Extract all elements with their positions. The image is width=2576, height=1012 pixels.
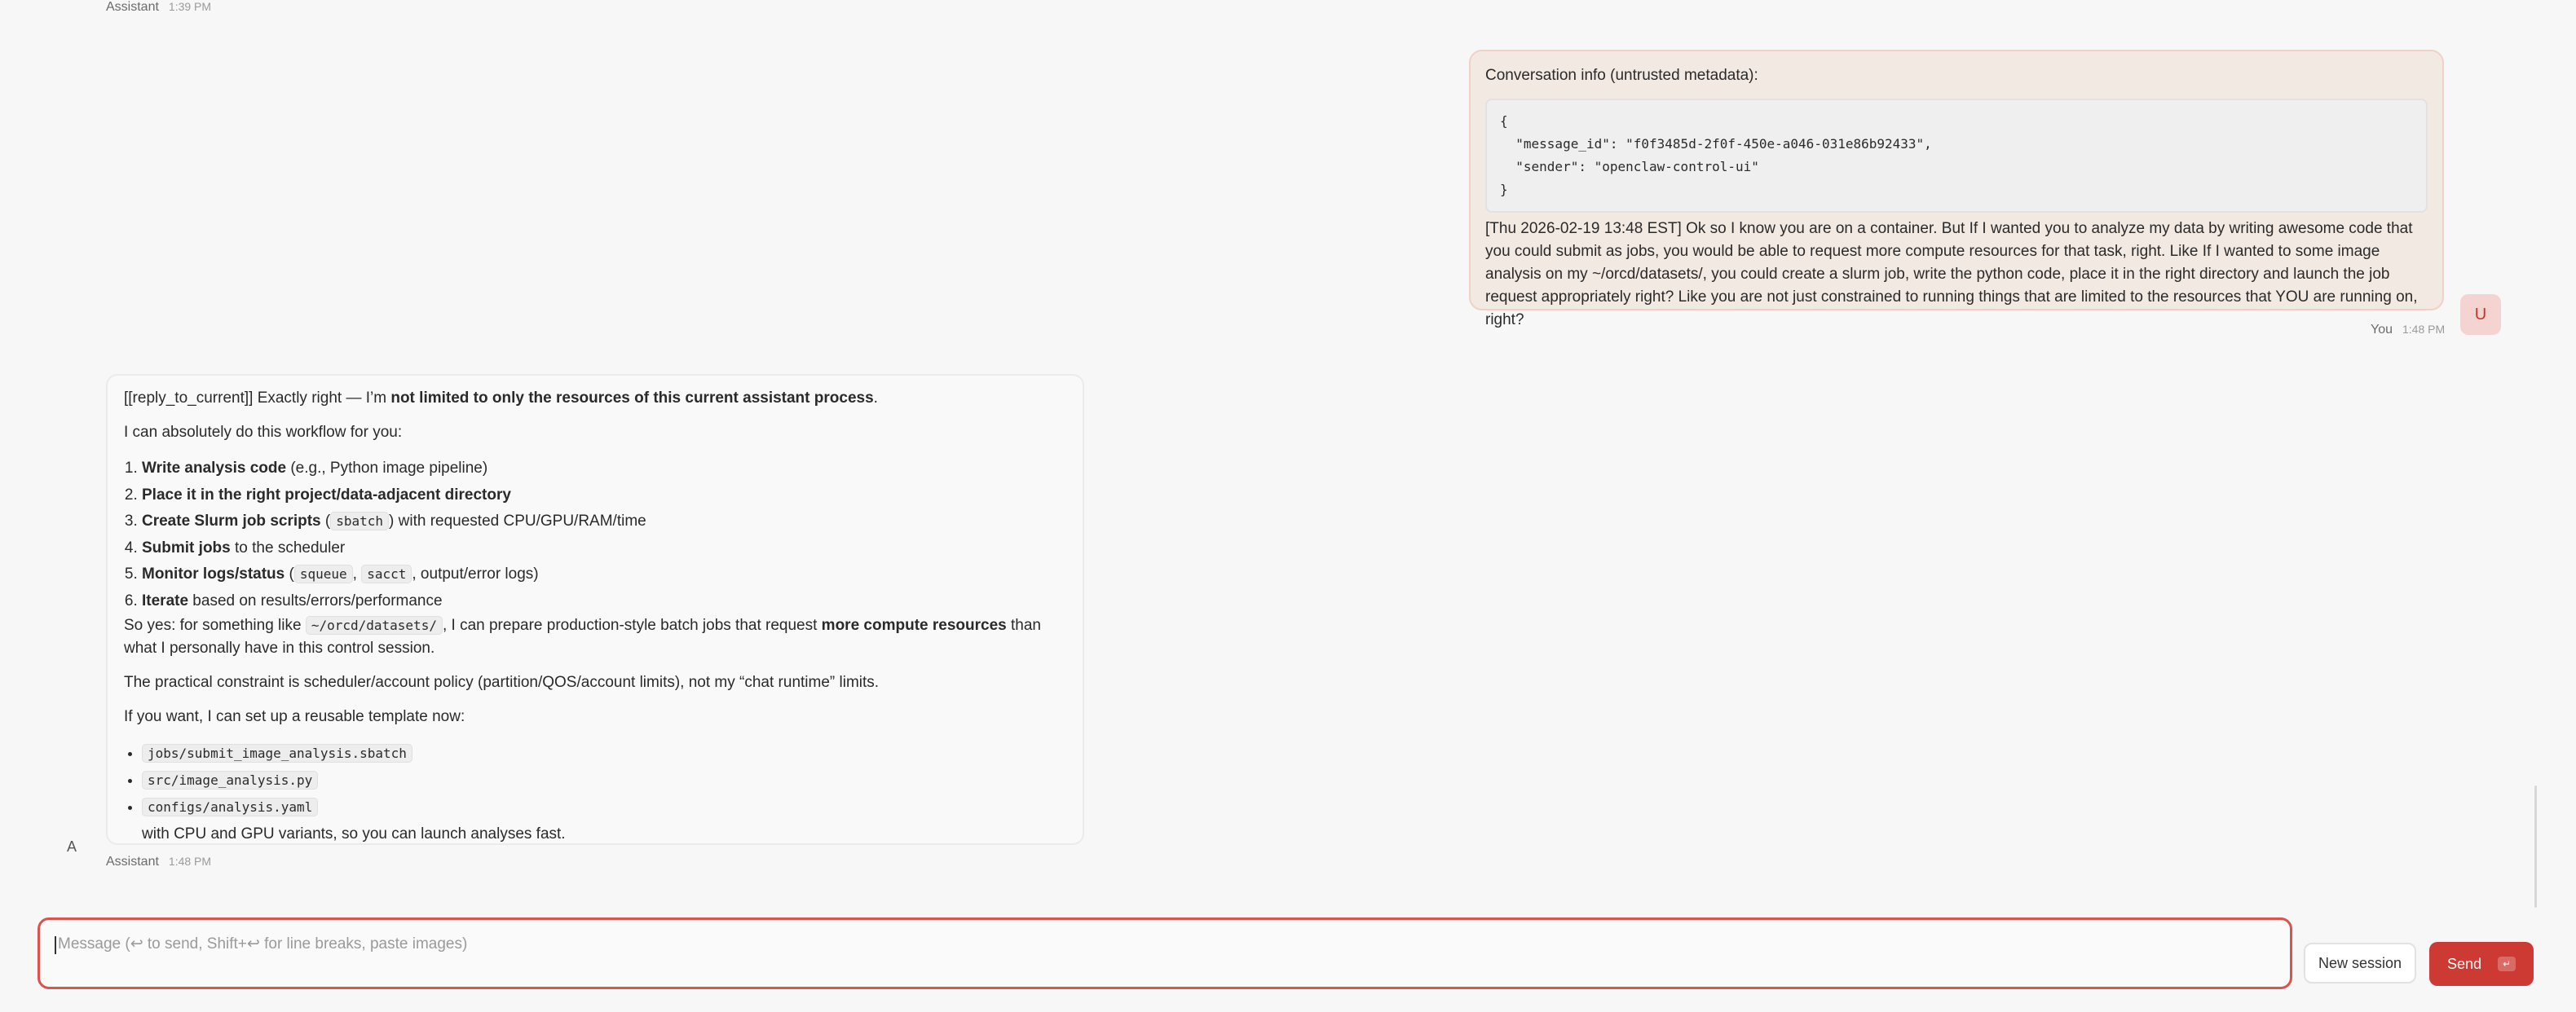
assistant-message-bubble: [106, 374, 1084, 845]
sender-name: Assistant: [106, 0, 159, 14]
assistant-message-sender: [106, 855, 211, 869]
constraint-paragraph: The practical constraint is scheduler/account policy (partition/QOS/account limits), not my “chat runtime” limits.: [124, 674, 880, 691]
metadata-code-block: { "message_id": "f0f3485d-2f0f-450e-a046-031e86b92433", "sender": "openclaw-control-ui" }: [1485, 99, 2428, 213]
list-item: 5. Monitor logs/status ( squeue , sacct , output/error logs): [142, 561, 1066, 588]
user-message-sender: [2371, 323, 2445, 337]
list-item: 3. Create Slurm job scripts ( sbatch ) with requested CPU/GPU/RAM/time: [142, 508, 1066, 535]
list-item: 6. Iterate based on results/errors/performance: [142, 588, 1066, 615]
user-message-bubble: [1469, 50, 2444, 328]
message-input-placeholder: Message (↩ to send, Shift+↩ for line breaks, paste images): [58, 935, 468, 953]
list-item: 2. Place it in the right project/data-adjacent directory: [142, 482, 1066, 509]
message-time: 1:39 PM: [168, 0, 212, 13]
list-item: 1. Write analysis code (e.g., Python image pipeline): [142, 455, 1066, 482]
inline-code: configs/analysis.yaml: [142, 798, 318, 816]
sender-name: Assistant: [106, 855, 159, 869]
template-intro: If you want, I can set up a reusable template now:: [124, 708, 465, 725]
inline-code: sbatch: [330, 512, 389, 530]
list-item: [142, 767, 1066, 794]
list-item: [142, 740, 1066, 767]
inline-code: jobs/submit_image_analysis.sbatch: [142, 744, 412, 763]
assistant-avatar: A: [66, 838, 77, 855]
inline-code: sacct: [361, 565, 412, 583]
scrollbar-thumb[interactable]: [2534, 785, 2537, 908]
workflow-steps: [124, 455, 1066, 614]
message-time: 1:48 PM: [2402, 323, 2446, 336]
enter-key-icon: ↵: [2498, 957, 2516, 971]
metadata-title: Conversation info (untrusted metadata):: [1485, 67, 1758, 84]
closing-text: with CPU and GPU variants, so you can launch analyses fast.: [142, 825, 566, 843]
text-caret: [55, 936, 56, 954]
message-input[interactable]: [37, 917, 2292, 989]
list-item: 4. Submit jobs to the scheduler: [142, 535, 1066, 562]
message-time: 1:48 PM: [168, 855, 212, 868]
list-item: [142, 794, 1066, 847]
reply-intro: [[reply_to_current]] Exactly right — I’m not limited to only the resources of this current assistant process.: [124, 389, 878, 407]
template-files: [124, 740, 1066, 847]
user-avatar: U: [2460, 294, 2501, 335]
send-button-label: Send: [2446, 955, 2482, 972]
workflow-intro: I can absolutely do this workflow for you:: [124, 424, 403, 441]
user-message-text: [Thu 2026-02-19 13:48 EST] Ok so I know you are on a container. But If I wanted you to analyze my data by writing awesome code that you could submit as jobs, you would be able to request more compute resources for that task, right. Like If I wanted to some image analysis on my ~/orcd/datasets/, you could create a slurm job, write the python code, place it in the right directory and launch the job request appropriately right? Like you are not just constrained to running things that are limited to the resources that YOU are running on, right?: [1485, 220, 2418, 328]
previous-message-sender: [106, 0, 211, 15]
new-session-button[interactable]: New session: [2304, 943, 2416, 983]
inline-code: squeue: [294, 565, 353, 583]
inline-code: ~/orcd/datasets/: [306, 616, 443, 635]
sender-name: You: [2371, 323, 2393, 337]
send-button[interactable]: [2429, 942, 2534, 986]
so-yes-paragraph: So yes: for something like ~/orcd/datasets/ , I can prepare production-style batch jobs that request more compute resources than what I personally have in this control session.: [124, 617, 1041, 657]
inline-code: src/image_analysis.py: [142, 771, 318, 790]
